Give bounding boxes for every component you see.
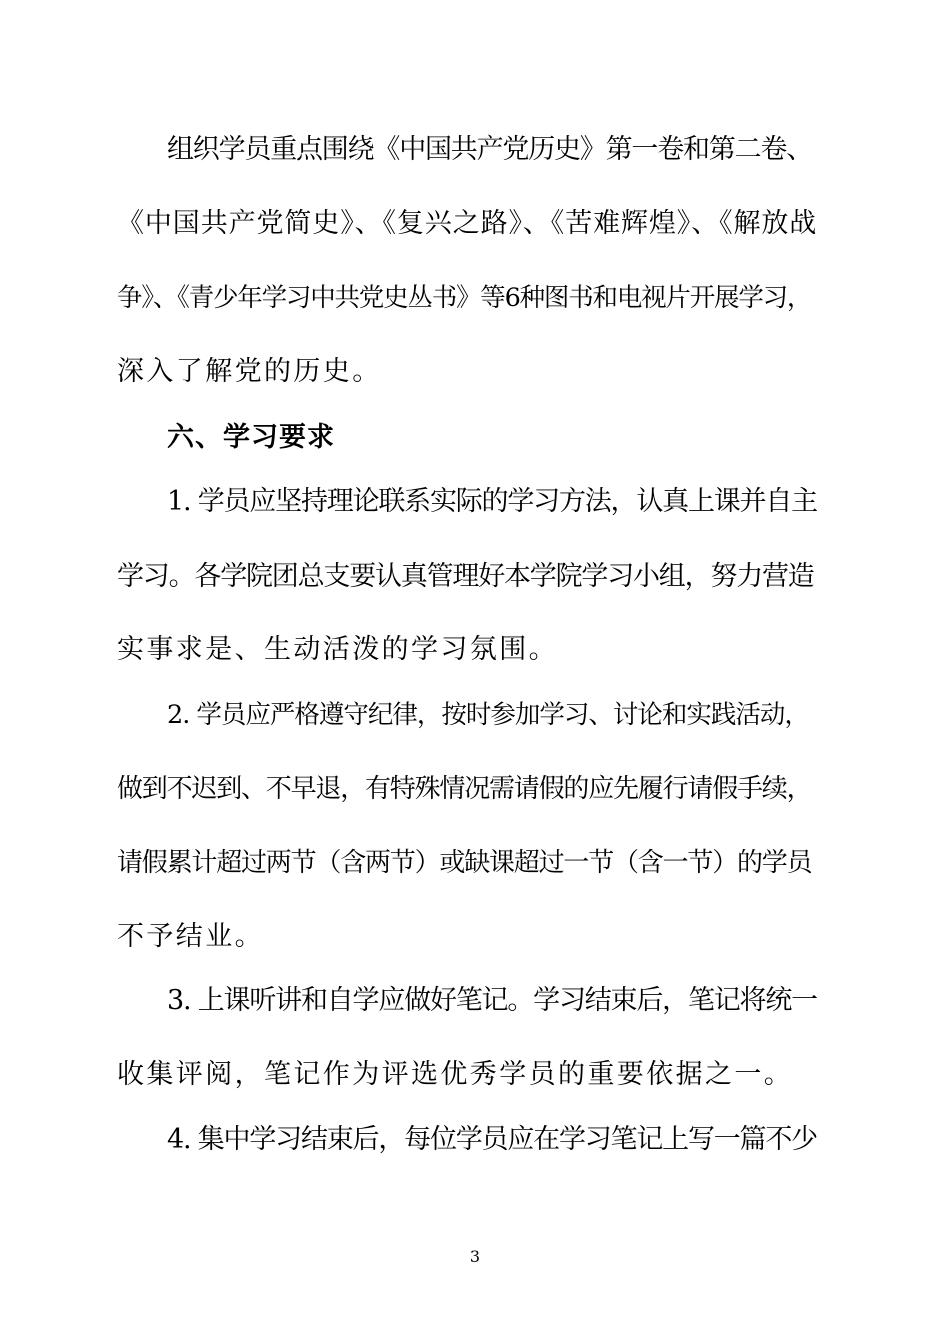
paragraph-line: 4. 集中学习结束后，每位学员应在学习笔记上写一篇不少: [167, 1124, 817, 1155]
paragraph-line: 实事求是、生动活泼的学习氛围。: [117, 634, 558, 665]
paragraph-line: 请假累计超过两节（含两节）或缺课超过一节（含一节）的学员: [117, 848, 812, 878]
paragraph-line: 学习。各学院团总支要认真管理好本学院学习小组，努力营造: [117, 561, 814, 592]
paragraph-line: 不予结业。: [117, 921, 264, 952]
section-heading: 六、学习要求: [167, 422, 335, 453]
paragraph-line: 3. 上课听讲和自学应做好笔记。学习结束后，笔记将统一: [167, 985, 817, 1016]
paragraph-line: 收集评阅，笔记作为评选优秀学员的重要依据之一。: [117, 1059, 794, 1090]
paragraph-line: 深入了解党的历史。: [117, 356, 382, 387]
paragraph-line: 争》、《青少年学习中共党史丛书》等6种图书和电视片开展学习，: [117, 283, 812, 313]
paragraph-line: 2. 学员应严格遵守纪律，按时参加学习、讨论和实践活动，: [167, 700, 809, 730]
paragraph-line: 《中国共产党简史》、《复兴之路》、《苦难辉煌》、《解放战: [117, 208, 818, 239]
page-number: 3: [469, 1247, 481, 1266]
paragraph-line: 组织学员重点围绕《中国共产党历史》第一卷和第二卷、: [167, 134, 812, 165]
paragraph-line: 做到不迟到、不早退，有特殊情况需请假的应先履行请假手续，: [117, 774, 812, 804]
paragraph-line: 1. 学员应坚持理论联系实际的学习方法，认真上课并自主: [167, 486, 817, 517]
